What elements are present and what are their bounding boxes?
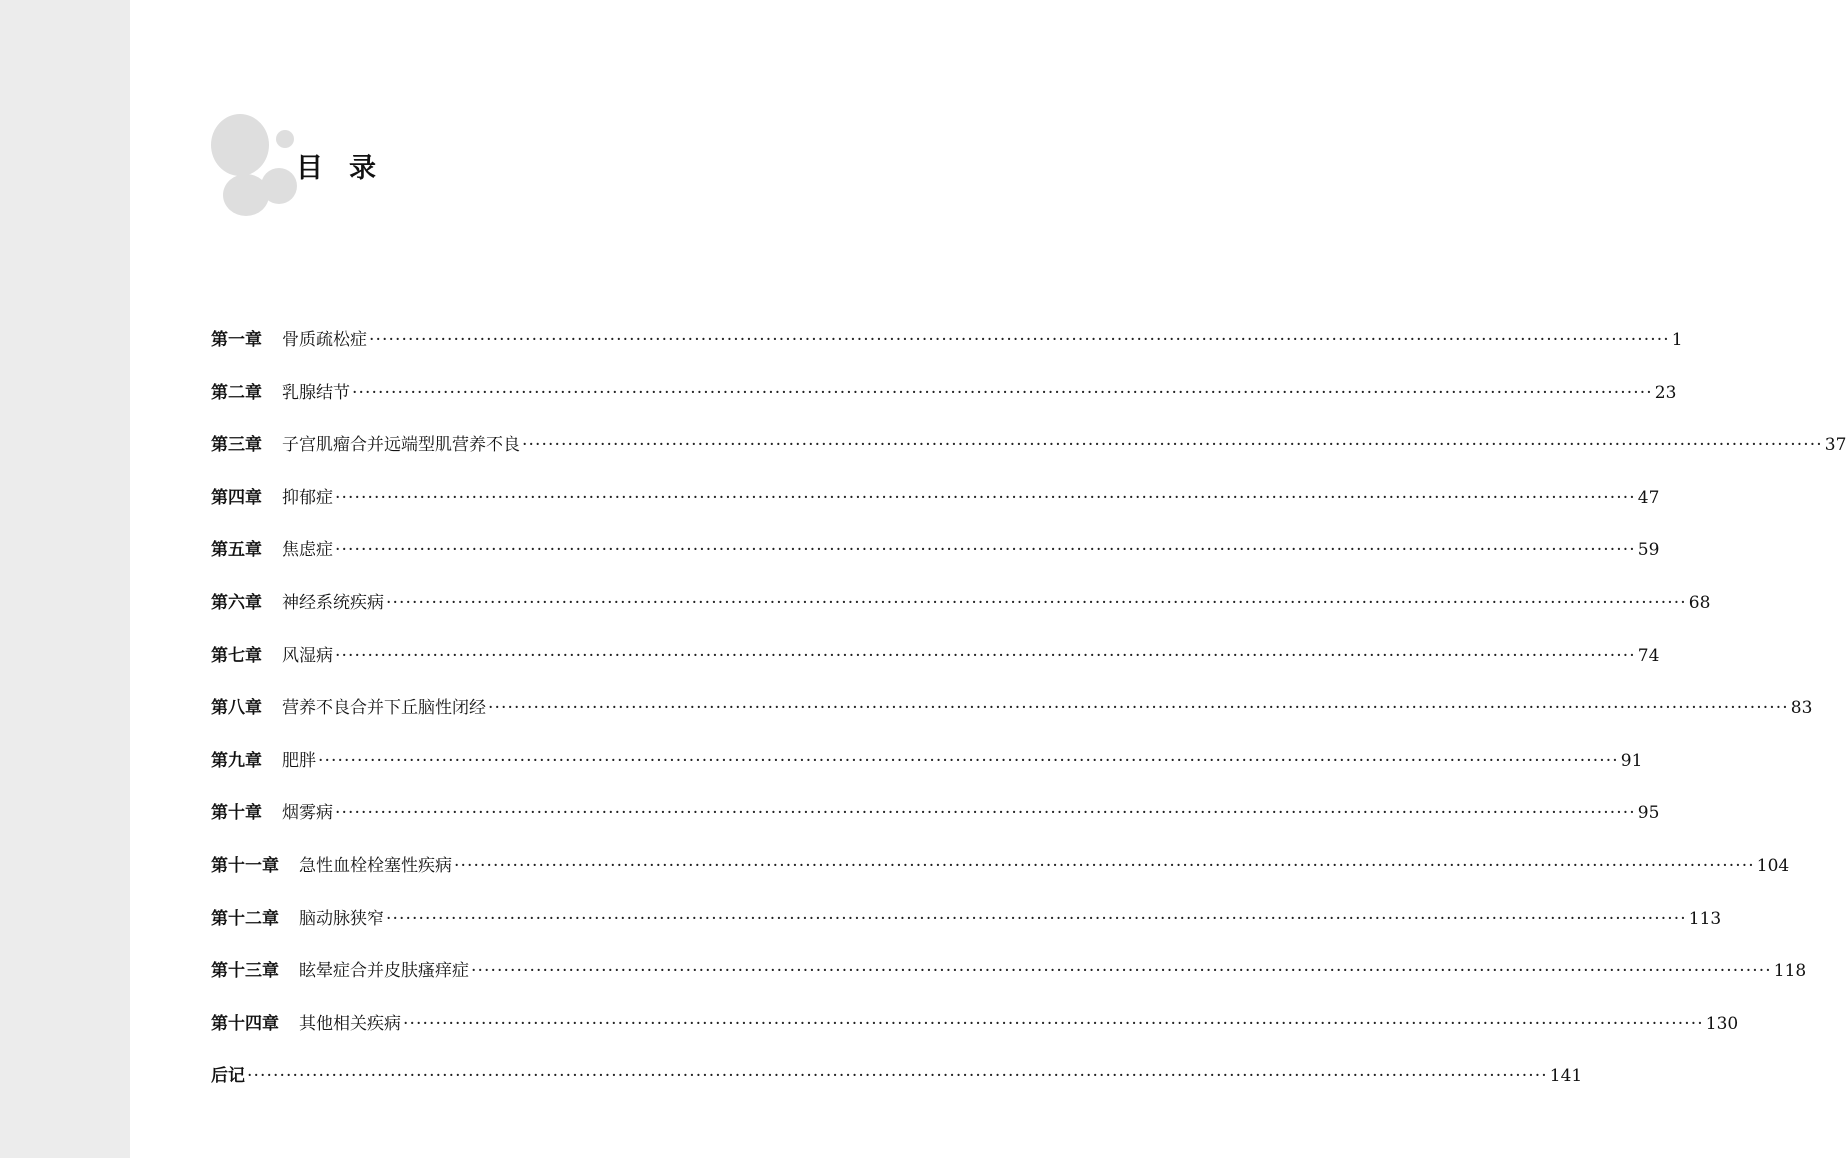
toc-page-number: 91 [1620, 750, 1643, 771]
toc-chapter-title: 抑郁症 [282, 487, 333, 508]
toc-chapter-title: 风湿病 [282, 645, 333, 666]
deco-circle-bottom-right [261, 168, 297, 204]
toc-page-number: 23 [1654, 382, 1677, 403]
toc-page-number: 104 [1756, 855, 1790, 876]
toc-entry[interactable] [211, 1061, 1583, 1114]
toc-chapter-label: 第一章 [211, 330, 262, 350]
toc-chapter-title: 肥胖 [282, 750, 316, 771]
toc-page-number: 47 [1637, 487, 1660, 508]
deco-circle-small [276, 130, 294, 148]
toc-chapter-label: 后记 [211, 1066, 245, 1087]
toc-chapter-label: 第六章 [211, 592, 262, 613]
toc-entry[interactable] [211, 1009, 1739, 1062]
toc-chapter-label: 第四章 [211, 487, 262, 508]
toc-title: 目录 [296, 153, 402, 184]
toc-chapter-title: 其他相关疾病 [299, 1013, 401, 1034]
toc-page-number: 113 [1688, 908, 1722, 929]
toc-entry[interactable] [211, 904, 1722, 957]
toc-chapter-title: 急性血栓栓塞性疾病 [299, 855, 452, 876]
toc-chapter-label: 第八章 [211, 698, 262, 719]
toc-page-number: 141 [1549, 1066, 1583, 1087]
toc-chapter-label: 第二章 [211, 382, 262, 403]
toc-dot-leader: ········································································································································································································ [335, 803, 1636, 824]
toc-chapter-title: 脑动脉狭窄 [299, 908, 384, 929]
toc-dot-leader: ········································································································································································································ [522, 435, 1823, 456]
toc-entry[interactable] [211, 746, 1643, 799]
toc-entry[interactable] [211, 535, 1660, 588]
toc-page-number: 118 [1773, 961, 1807, 982]
toc-dot-leader: ········································································································································································································ [352, 382, 1653, 403]
toc-dot-leader: ········································································································································································································ [488, 698, 1789, 719]
toc-entry[interactable] [211, 851, 1790, 904]
toc-page-number: 37 [1824, 435, 1846, 456]
toc-chapter-label: 第十二章 [211, 908, 279, 929]
toc-entry[interactable] [211, 430, 1846, 483]
toc-page-number: 95 [1637, 803, 1660, 824]
toc-dot-leader: ········································································································································································································ [471, 961, 1772, 982]
toc-chapter-label: 第三章 [211, 435, 262, 456]
toc-dot-leader: ········································································································································································································ [335, 645, 1636, 666]
side-band [0, 0, 130, 1158]
toc-chapter-label: 第九章 [211, 750, 262, 771]
toc-entry[interactable] [211, 798, 1660, 851]
toc-page-number: 59 [1637, 540, 1660, 561]
toc-page-number: 130 [1705, 1013, 1739, 1034]
toc-page-number: 68 [1688, 592, 1711, 613]
toc-entry[interactable] [211, 641, 1660, 694]
toc-chapter-title: 骨质疏松症 [282, 330, 367, 350]
toc-chapter-title: 营养不良合并下丘脑性闭经 [282, 698, 486, 719]
toc-chapter-label: 第五章 [211, 540, 262, 561]
toc-chapter-label: 第十章 [211, 803, 262, 824]
toc-dot-leader: ········································································································································································································ [454, 855, 1755, 876]
toc-chapter-title: 眩晕症合并皮肤瘙痒症 [299, 961, 469, 982]
toc-chapter-label: 第十一章 [211, 855, 279, 876]
toc-dot-leader: ········································································································································································································ [386, 592, 1687, 613]
toc-chapter-label: 第十四章 [211, 1013, 279, 1034]
toc-chapter-title: 焦虑症 [282, 540, 333, 561]
toc-entry[interactable] [211, 325, 1683, 378]
toc-page-number: 74 [1637, 645, 1660, 666]
toc-dot-leader: ········································································································································································································ [247, 1066, 1548, 1087]
toc-chapter-label: 第七章 [211, 645, 262, 666]
toc-dot-leader: ········································································································································································································ [335, 487, 1636, 508]
decorative-circles [205, 112, 305, 222]
toc-list [211, 325, 1846, 1114]
deco-circle-large [211, 114, 269, 176]
toc-entry[interactable] [211, 483, 1660, 536]
toc-entry[interactable] [211, 693, 1813, 746]
toc-page-number: 83 [1790, 698, 1813, 719]
toc-chapter-title: 子宫肌瘤合并远端型肌营养不良 [282, 435, 520, 456]
toc-entry[interactable] [211, 378, 1677, 431]
toc-chapter-title: 乳腺结节 [282, 382, 350, 403]
toc-chapter-label: 第十三章 [211, 961, 279, 982]
toc-page-number: 1 [1671, 330, 1683, 350]
toc-dot-leader: ········································································································································································································ [403, 1013, 1704, 1034]
toc-entry[interactable] [211, 956, 1807, 1009]
toc-entry[interactable] [211, 588, 1711, 641]
toc-chapter-title: 烟雾病 [282, 803, 333, 824]
toc-dot-leader: ········································································································································································································ [386, 908, 1687, 929]
toc-chapter-title: 神经系统疾病 [282, 592, 384, 613]
toc-dot-leader: ········································································································································································································ [318, 750, 1619, 771]
toc-dot-leader: ········································································································································································································ [369, 330, 1670, 350]
toc-dot-leader: ········································································································································································································ [335, 540, 1636, 561]
